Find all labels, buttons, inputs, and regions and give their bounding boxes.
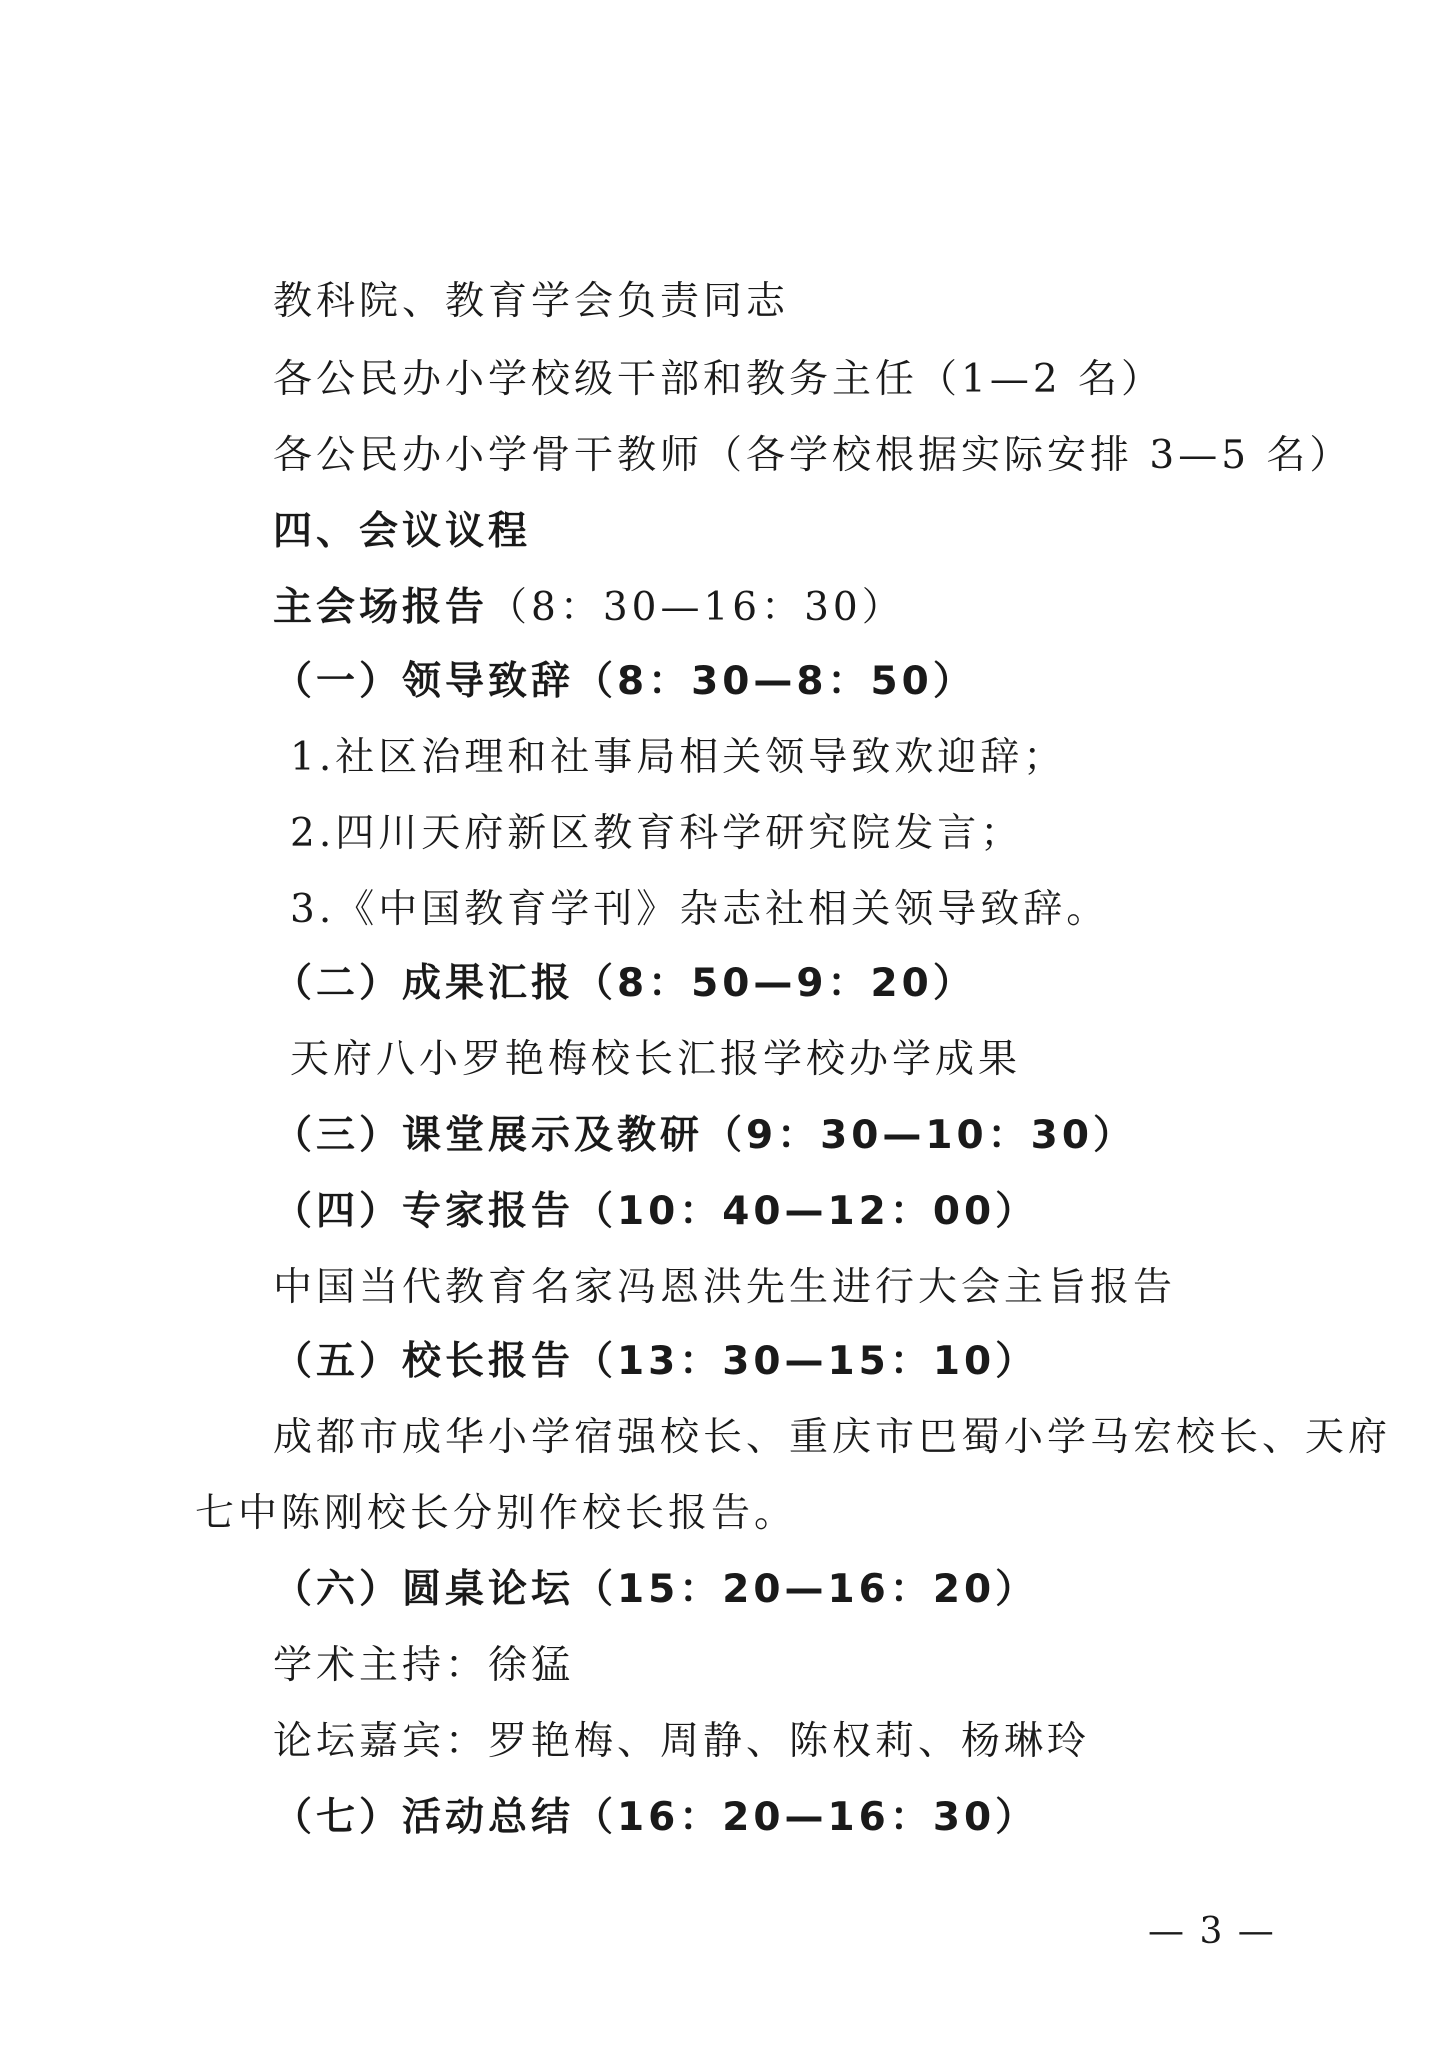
agenda-item-1-sub-2: 2.四川天府新区教育科学研究院发言； [290,811,1024,856]
agenda-item-6-host: 学术主持：徐猛 [273,1643,575,1688]
agenda-item-5-title: （五）校长报告（13：30—15：10） [273,1339,1039,1384]
agenda-item-1-sub-3: 3.《中国教育学刊》杂志社相关领导致辞。 [290,887,1110,932]
main-venue-line [273,584,905,632]
main-venue-title: 主会场报告 [273,585,489,630]
agenda-item-6-guests: 论坛嘉宾：罗艳梅、周静、陈权莉、杨琳玲 [273,1719,1091,1764]
section-heading-agenda: 四、会议议程 [273,509,532,554]
agenda-item-1-sub-1: 1.社区治理和社事局相关领导致欢迎辞； [290,735,1067,780]
agenda-item-5-detail-2: 七中陈刚校长分别作校长报告。 [195,1491,798,1536]
main-venue-time: （8：30—16：30） [488,585,905,630]
agenda-item-3-title: （三）课堂展示及教研（9：30—10：30） [273,1113,1136,1158]
agenda-item-4-detail: 中国当代教育名家冯恩洪先生进行大会主旨报告 [273,1265,1177,1310]
agenda-item-7-title: （七）活动总结（16：20—16：30） [273,1795,1039,1840]
agenda-item-1-heading [273,658,976,706]
agenda-item-2-title: （二）成果汇报（8：50—9：20） [273,961,976,1006]
agenda-item-4-title: （四）专家报告（10：40—12：00） [273,1189,1039,1234]
agenda-item-5-detail-1: 成都市成华小学宿强校长、重庆市巴蜀小学马宏校长、天府 [273,1415,1392,1460]
page-number: — 3 — [1148,1911,1276,1952]
agenda-item-6-title: （六）圆桌论坛（15：20—16：20） [273,1567,1039,1612]
agenda-item-2-detail: 天府八小罗艳梅校长汇报学校办学成果 [290,1037,1022,1082]
attendee-line-1: 教科院、教育学会负责同志 [273,279,790,324]
agenda-item-1-title: （一）领导致辞（8：30—8：50） [273,659,976,704]
attendee-line-3: 各公民办小学骨干教师（各学校根据实际安排 3—5 名） [273,433,1353,478]
attendee-line-2: 各公民办小学校级干部和教务主任（1—2 名） [273,357,1165,402]
